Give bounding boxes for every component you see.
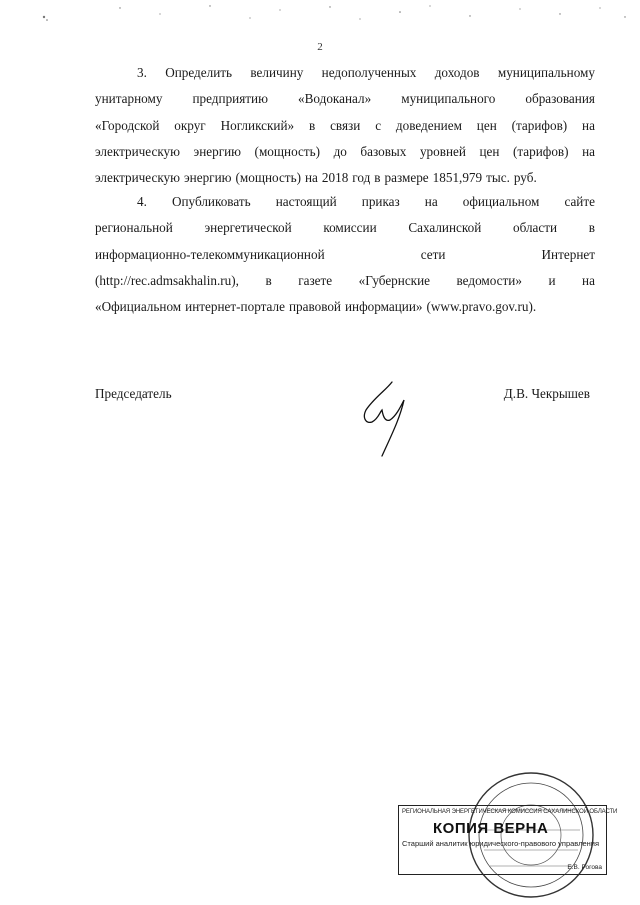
word: базовых — [360, 143, 407, 159]
word: «Официальном — [95, 299, 182, 315]
word: муниципальному — [497, 65, 595, 80]
word: округ — [174, 117, 206, 133]
word: на — [582, 117, 595, 133]
word: унитарному — [95, 91, 163, 107]
word: Сахалинской — [408, 220, 482, 236]
stamp-copy-label: КОПИЯ ВЕРНА — [433, 820, 549, 837]
stamp-person: Е.В. Рогова — [567, 864, 602, 871]
word: «Городской — [95, 117, 160, 133]
word: в — [374, 170, 381, 186]
text-line — [95, 215, 595, 241]
word: электрическую — [95, 170, 180, 186]
word: настоящий — [275, 194, 337, 209]
word: (мощность) — [254, 143, 321, 159]
text-line — [95, 139, 595, 165]
word: информации» — [344, 299, 423, 315]
word: на — [582, 143, 595, 159]
word: газете — [298, 272, 333, 288]
text-line — [95, 242, 595, 268]
word: региональной — [95, 220, 173, 236]
word: недополученных — [321, 65, 417, 80]
copy-certified-stamp — [398, 805, 618, 875]
word: в — [265, 272, 272, 288]
word: Определить — [165, 65, 233, 80]
scan-noise — [0, 0, 640, 40]
word: (тарифов) — [511, 117, 568, 133]
word: уровней — [419, 143, 466, 159]
word: правовой — [288, 299, 341, 315]
signatory-name: Д.В. Чекрышев — [503, 386, 590, 401]
word: в — [588, 220, 595, 236]
word: электрическую — [95, 143, 180, 159]
word: энергию — [193, 143, 242, 159]
word: в — [308, 117, 316, 133]
signatory-title: Председатель — [95, 386, 172, 401]
word: цен — [476, 117, 497, 133]
stamp-position: Старший аналитик юридического-правового управления — [402, 839, 600, 848]
word: области — [512, 220, 558, 236]
word: цен — [479, 143, 500, 159]
word: и — [548, 272, 556, 288]
text-line — [95, 86, 595, 112]
word: с — [375, 117, 382, 133]
word: тыс. — [486, 170, 510, 186]
word: на — [424, 194, 438, 209]
word: комиссии — [323, 220, 377, 236]
word: размере — [384, 170, 429, 186]
handwritten-signature — [352, 376, 416, 460]
word: ведомости» — [456, 272, 522, 288]
stamp-organization: РЕГИОНАЛЬНАЯ ЭНЕРГЕТИЧЕСКАЯ КОМИССИЯ САХАЛИНСКОЙ ОБЛАСТИ — [402, 809, 618, 815]
word: сайте — [564, 194, 595, 209]
word: интернет-портале — [185, 299, 285, 315]
word: официальном — [462, 194, 540, 209]
word: энергетической — [204, 220, 292, 236]
word: величину — [250, 65, 304, 80]
word: (тарифов) — [512, 143, 569, 159]
word: муниципального — [401, 91, 496, 107]
word: 2018 — [321, 170, 349, 186]
word: предприятию — [192, 91, 268, 107]
word: год — [352, 170, 371, 186]
page-number: 2 — [317, 41, 323, 53]
word: на — [582, 272, 595, 288]
paragraph-4 — [95, 189, 595, 320]
word: (http://rec.admsakhalin.ru), — [95, 272, 239, 288]
paragraph-3 — [95, 60, 595, 191]
word: образования — [525, 91, 595, 107]
word: до — [333, 143, 347, 159]
text-line — [95, 165, 595, 191]
text-line — [95, 189, 595, 215]
word: 4. — [137, 194, 147, 209]
text-line — [95, 113, 595, 139]
word: сети — [420, 246, 446, 262]
word: доведением — [395, 117, 462, 133]
word: Интернет — [541, 246, 595, 262]
word: доходов — [434, 65, 480, 80]
text-line — [95, 294, 595, 320]
word: информационно-телекоммуникационной — [95, 246, 325, 262]
word: «Водоканал» — [298, 91, 372, 107]
word: (www.pravo.gov.ru). — [426, 299, 537, 315]
word: Ногликский» — [220, 117, 295, 133]
word: (мощность) — [235, 170, 301, 186]
word: приказ — [361, 194, 400, 209]
word: Опубликовать — [171, 194, 251, 209]
word: 3. — [137, 65, 147, 80]
word: энергию — [184, 170, 232, 186]
text-line — [95, 60, 595, 86]
word: 1851,979 — [432, 170, 483, 186]
word: руб. — [513, 170, 537, 186]
word: «Губернские — [358, 272, 431, 288]
text-line — [95, 268, 595, 294]
word: на — [304, 170, 318, 186]
word: связи — [330, 117, 361, 133]
